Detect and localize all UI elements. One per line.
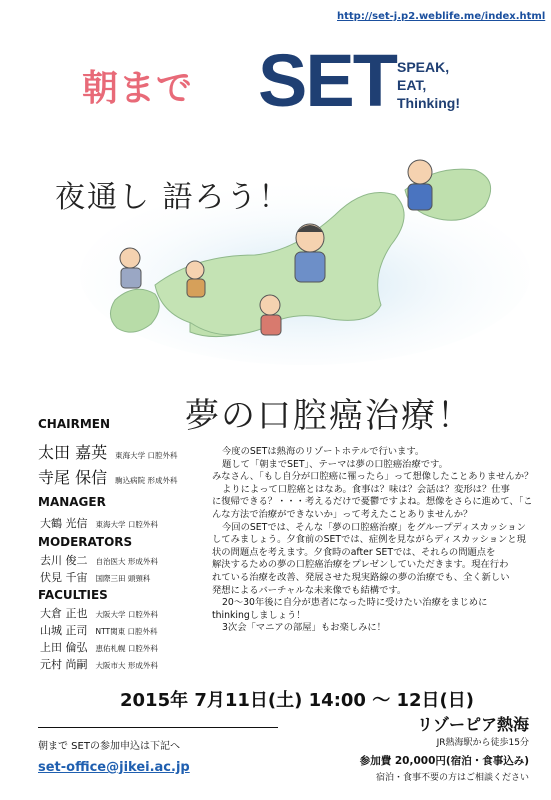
body-line: 20～30年後に自分が患者になった時に受けたい治療をまじめに	[222, 597, 488, 609]
body-line: れている治療を改善、発展させた現実路線の夢の治療でも、全く新しい	[212, 571, 510, 583]
person-center	[295, 224, 325, 282]
body-line: 今回のSETでは、そんな「夢の口腔癌治療」をグループディスカッション	[222, 521, 526, 533]
participation-fee: 参加費 20,000円(宿泊・食事込み)	[359, 755, 529, 767]
body-line: 発想によるバーチャルな未来像でも結構です。	[212, 584, 407, 596]
body-line: みなさん、「もし自分が口腔癌に罹ったら」って想像したことありませんか？	[212, 471, 534, 483]
title-asamade: 朝まで	[82, 68, 194, 109]
chairmen-heading: CHAIRMEN	[38, 417, 111, 431]
person-name: 大倉 正也	[40, 607, 88, 620]
person-name: 寺尾 保信	[38, 468, 108, 487]
website-link[interactable]: http://set-j.p2.weblife.me/index.html	[337, 11, 546, 22]
person-name: 去川 俊二	[40, 554, 88, 567]
moderator-row	[40, 569, 150, 585]
body-line: 状の問題点を考えます。夕食時のafter SETでは、それらの問題点を	[212, 546, 496, 558]
manager-row	[40, 515, 158, 531]
theme-title: 夢の口腔癌治療！	[185, 396, 473, 436]
slogan	[397, 58, 460, 112]
person-affiliation: 駒込病院 形成外科	[115, 476, 178, 485]
person-name: 伏見 千宙	[40, 571, 88, 584]
faculty-row	[40, 622, 158, 638]
body-line: してみましょう。夕食前のSETでは、症例を見ながらディスカッションと現	[212, 534, 526, 546]
divider	[38, 727, 278, 728]
description-text	[212, 446, 537, 635]
moderator-row	[40, 552, 158, 568]
person-affiliation: 大阪市大 形成外科	[95, 661, 158, 670]
chairman-row	[38, 465, 177, 488]
body-line: 題して「朝までSET」、テーマは夢の口腔癌治療です。	[222, 458, 448, 470]
moderators-heading: MODERATORS	[38, 535, 133, 549]
person-affiliation: 自治医大 形成外科	[95, 557, 158, 566]
body-line: に復帰できる？・・・考えるだけで憂鬱ですよね。想像をさらに進めて、「こ	[212, 496, 533, 508]
body-line: よりによって口腔癌とはなあ。食事は？味は？会話は？変形は？仕事	[222, 483, 510, 495]
faculty-row	[40, 639, 158, 655]
chairman-row	[38, 440, 177, 463]
body-line: 今度のSETは熱海のリゾートホテルで行います。	[222, 446, 425, 457]
manager-heading: MANAGER	[38, 495, 106, 509]
faculties-heading: FACULTIES	[38, 588, 108, 602]
body-line: んな方法で治療ができないか」って考えたことありませんか？	[212, 508, 473, 520]
event-date: 2015年 7月11日(土) 14:00 ～ 12日(日)	[120, 690, 474, 711]
body-line: thinkingしましょう！	[212, 609, 306, 621]
person-affiliation: 大阪大学 口腔外科	[95, 610, 158, 619]
person-affiliation: NTT関東 口腔外科	[95, 627, 158, 636]
slogan-line: Thinking!	[397, 95, 460, 111]
person-lower	[260, 295, 281, 335]
venue-access: JR熱海駅から徒歩15分	[436, 738, 529, 748]
fee-note: 宿泊・食事不要の方はご相談ください	[375, 773, 529, 783]
faculty-row	[40, 656, 158, 672]
venue-name: リゾーピア熱海	[416, 715, 529, 734]
faculty-row	[40, 605, 158, 621]
person-name: 太田 嘉英	[38, 443, 108, 462]
person-right	[408, 160, 432, 210]
tagline: 夜通し 語ろう！	[55, 180, 291, 215]
application-note: 朝まで SETの参加申込は下記へ	[38, 741, 180, 752]
person-name: 元村 尚嗣	[40, 658, 88, 671]
person-name: 山城 正司	[40, 624, 88, 637]
person-affiliation: 東海大学 口腔外科	[115, 451, 178, 460]
body-line: 解決するための夢の口腔癌治療をプレゼンしていただきます。現在行わ	[212, 559, 509, 571]
person-affiliation: 恵佑札幌 口腔外科	[95, 644, 158, 653]
slogan-line: EAT,	[397, 77, 427, 93]
body-line: 3次会「マニアの部屋」もお楽しみに！	[222, 622, 386, 634]
person-affiliation: 国際三田 頭頸科	[95, 574, 151, 583]
person-left	[120, 248, 141, 288]
title-set-logo: SET	[258, 39, 396, 122]
slogan-line: SPEAK,	[397, 59, 450, 75]
person-affiliation: 東海大学 口腔外科	[95, 520, 158, 529]
person-name: 上田 倫弘	[40, 641, 88, 654]
person-name: 大鶴 光信	[40, 517, 88, 530]
contact-email-link[interactable]: set-office@jikei.ac.jp	[38, 760, 190, 775]
